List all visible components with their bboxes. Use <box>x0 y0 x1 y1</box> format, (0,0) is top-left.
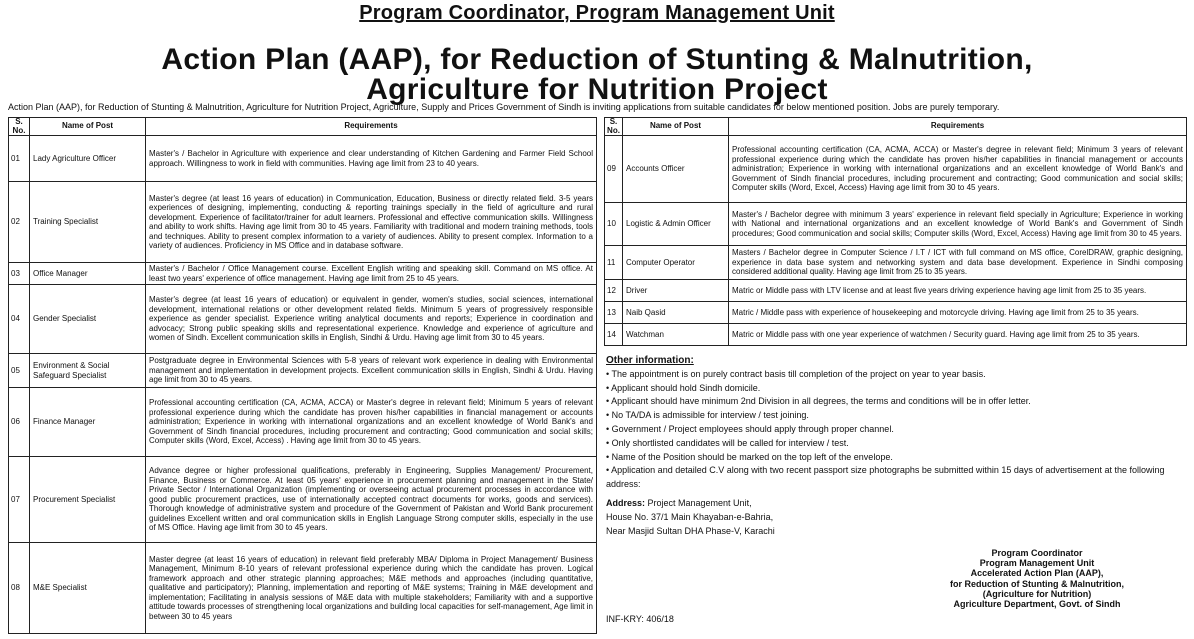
post-name: Logistic & Admin Officer <box>623 203 729 246</box>
post-name: Training Specialist <box>30 182 146 263</box>
signature-line3: Accelerated Action Plan (AAP), <box>970 568 1104 579</box>
table-row <box>605 302 1187 324</box>
row-number: 09 <box>605 136 623 203</box>
post-name: Environment & Social Safeguard Specialist <box>30 354 146 388</box>
table-row <box>605 324 1187 346</box>
table-row <box>9 182 597 263</box>
mailing-address <box>606 496 775 538</box>
post-requirements: Master degree (at least 16 years of education) in relevant field preferably MBA/ Diploma in Project Management/ Business Management, Minimum 8-10 years of relevant professional experience during which the candidate has proven. Logical framework approach and other strategic planning approaches; M&E methods and approaches (including quantitative, qualitative and participatory); Planning, implementation and reporting of M&E systems; Training in M&E development and implementation; Facilitating in analysis sessions of M&E data with multiple stakeholders; Familiarity with and a supportive attitude towards processes of strengthening local organizations and building local capacities for self-management, Age limit in between 30 to 45 years <box>146 543 597 634</box>
post-name: Gender Specialist <box>30 285 146 354</box>
table-row <box>605 246 1187 280</box>
row-number: 11 <box>605 246 623 280</box>
row-number: 12 <box>605 280 623 302</box>
row-number: 02 <box>9 182 30 263</box>
col-name-header: Name of Post <box>30 118 146 136</box>
header-title-line1: Action Plan (AAP), for Reduction of Stunting & Malnutrition, <box>161 43 1033 76</box>
address-line3: Near Masjid Sultan DHA Phase-V, Karachi <box>606 526 775 536</box>
row-number: 04 <box>9 285 30 354</box>
table-row <box>9 388 597 457</box>
post-requirements: Advance degree or higher professional qualifications, preferably in Engineering, Supplies Management/ Procurement, Finance, Business or Commerce. At least 05 years' experience in procurement planning and management in the State/ Private Sector / International Organization (implementing or overseeing actual procurement processes in accordance with good public procurement practices, use of internationally accepted contract documents for works, goods and services). Thorough knowledge of administrative system and procedure of the Government of Pakistan and World Bank procurement guidelines Excellent written and oral communication skills in English Language Strong computer skills, especially in the use of MS Office. Having age limit from 30 to 45 years. <box>146 457 597 543</box>
post-name: Finance Manager <box>30 388 146 457</box>
post-requirements: Master's degree (at least 16 years of education) in Communication, Education, Business or directly related field. 3-5 years experiences of designing, implementing, conducting & reporting trainings specially in the field of agriculture and rural development. Experience of facilitator/trainer for adult learners. Professional and effective communication skills. Willingness and ability to work shifts. Having age limit from 30 to 45 years. Familiarity with traditional and modern training methods, tools and techniques. Ability to present complex information to a variety of audiences. Ability to present complex. Information to a variety of audiences. Proficiency in MS Office and in database software. <box>146 182 597 263</box>
signature-line1: Program Coordinator <box>991 548 1083 558</box>
table-header-row <box>605 118 1187 136</box>
col-sno-header <box>9 118 30 136</box>
post-name: M&E Specialist <box>30 543 146 634</box>
post-requirements: Master's / Bachelor degree with minimum 3 years' experience in relevant field specially in Agriculture; Experience in working with National and international organizations and an excellent knowledge of World Bank's and Government of Sindh procedures; Good communication and social skills; Computer skills (Word, Excel, Access) Having age limit from 30 to 45 years. <box>729 203 1187 246</box>
post-name: Lady Agriculture Officer <box>30 136 146 182</box>
posts-table-right <box>604 117 1187 346</box>
other-information-title: Other information: <box>606 355 694 366</box>
post-name: Watchman <box>623 324 729 346</box>
post-requirements: Matric or Middle pass with one year experience of watchmen / Security guard. Having age limit from 25 to 35 years. <box>729 324 1187 346</box>
post-name: Accounts Officer <box>623 136 729 203</box>
table-header-row <box>9 118 597 136</box>
row-number: 13 <box>605 302 623 324</box>
post-requirements: Professional accounting certification (CA, ACMA, ACCA) or Master's degree in relevant field; Minimum 5 years of relevant professional experience during which the candidate has proven his/her capabilities in financial management or accounts administration; Experience in working with international organizations and an excellent knowledge of World Bank's and Government of Sindh financial procedures, including procurement and contracting; Good communication and social skills; Computer skills (Word, Excel, Access) . Having age limit from 30 to 45 years. <box>146 388 597 457</box>
header-subtitle: Program Coordinator, Program Management Unit <box>359 2 835 24</box>
table-row <box>9 263 597 285</box>
row-number: 01 <box>9 136 30 182</box>
signature-block <box>905 548 1169 609</box>
table-row <box>605 280 1187 302</box>
address-line1: Project Management Unit, <box>645 498 752 508</box>
row-number: 08 <box>9 543 30 634</box>
signature-line6: Agriculture Department, Govt. of Sindh <box>953 599 1121 610</box>
signature-line4: for Reduction of Stunting & Malnutrition, <box>950 578 1124 589</box>
row-number: 06 <box>9 388 30 457</box>
other-information <box>606 354 1186 492</box>
signature-line2: Program Management Unit <box>979 558 1095 569</box>
row-number: 05 <box>9 354 30 388</box>
info-item: • Only shortlisted candidates will be called for interview / test. <box>606 437 849 448</box>
info-item: • No TA/DA is admissible for interview / test joining. <box>606 410 809 421</box>
row-number: 10 <box>605 203 623 246</box>
info-item: • The appointment is on purely contract basis till completion of the project on year to year basis. <box>606 368 986 379</box>
table-row <box>9 285 597 354</box>
post-name: Procurement Specialist <box>30 457 146 543</box>
info-item: • Application and detailed C.V along with two recent passport size photographs be submitted within 15 days of advertisement at the following address: <box>606 465 1165 490</box>
info-item: • Government / Project employees should apply through proper channel. <box>606 423 894 434</box>
col-sno-header <box>605 118 623 136</box>
col-name-header: Name of Post <box>623 118 729 136</box>
col-sno-label: S. <box>609 117 618 126</box>
row-number: 03 <box>9 263 30 285</box>
col-no-label: No. <box>607 125 620 135</box>
post-requirements: Professional accounting certification (CA, ACMA, ACCA) or Master's degree in relevant field; Minimum 3 years of relevant professional experience during which the candidate has proven his/her capabilities in financial management or accounts administration; Experience in working with international organizations and an excellent knowledge of World Bank's and Government of Sindh financial procedures, including procurement and contracting; Good communication and social skills; Computer skills (Word, Excel, Access) Having age limit from 30 to 45 years. <box>729 136 1187 203</box>
address-label: Address: <box>606 498 646 508</box>
row-number: 14 <box>605 324 623 346</box>
col-req-header: Requirements <box>729 118 1187 136</box>
table-row <box>605 136 1187 203</box>
reference-number: INF-KRY: 406/18 <box>606 614 674 624</box>
table-row <box>9 457 597 543</box>
post-name: Office Manager <box>30 263 146 285</box>
post-requirements: Matric / Middle pass with experience of housekeeping and motorcycle driving. Having age limit from 25 to 35 years. <box>729 302 1187 324</box>
intro-text: Action Plan (AAP), for Reduction of Stunting & Malnutrition, Agriculture for Nutrition Project, Agriculture, Supply and Prices Government of Sindh is inviting applications from suitable candidates for below mentioned position. Jobs are purely temporary. <box>8 102 1000 112</box>
table-row <box>605 203 1187 246</box>
table-row <box>9 354 597 388</box>
posts-table-left <box>8 117 597 634</box>
col-sno-label: S. <box>15 117 23 126</box>
info-item: • Applicant should have minimum 2nd Division in all degrees, the terms and conditions will be in offer letter. <box>606 396 1031 407</box>
address-line2: House No. 37/1 Main Khayaban-e-Bahria, <box>606 512 774 522</box>
table-row <box>9 543 597 634</box>
post-requirements: Master's / Bachelor in Agriculture with experience and clear understanding of Kitchen Gardening and Farmer Field School approach. Willingness to work in field with communities. Having age limit from 23 to 40 years. <box>146 136 597 182</box>
signature-line5: (Agriculture for Nutrition) <box>982 588 1092 599</box>
post-name: Naib Qasid <box>623 302 729 324</box>
post-requirements: Master's / Bachelor / Office Management course. Excellent English writing and speaking skill. Command on MS office. At least two years' experience of office management. Having age limit from 25 to 45 years. <box>146 263 597 285</box>
post-requirements: Postgraduate degree in Environmental Sciences with 5-8 years of relevant work experience in dealing with Environmental management and implementation in development projects. Excellent communication skills in English, Sindhi & Urdu. Having age limit from 30 to 45 years. <box>146 354 597 388</box>
header-title-line2: Agriculture for Nutrition Project <box>366 73 828 106</box>
table-row <box>9 136 597 182</box>
col-req-header: Requirements <box>146 118 597 136</box>
row-number: 07 <box>9 457 30 543</box>
post-requirements: Master's degree (at least 16 years of education) or equivalent in gender, women's studies, social sciences, international development, international relations or other development related fields. Minimum 5 years of progressively responsible experience as gender specialist. Experience writing analytical documents and reports; Experience in coordination and advocacy; Strong public speaking skills and representational experience. Knowledge and experience of agriculture and women of Sindh. Excellent communication skills in English, Sindhi & Urdu. Having age limit from 30 to 45 years. <box>146 285 597 354</box>
post-name: Driver <box>623 280 729 302</box>
post-requirements: Matric or Middle pass with LTV license and at least five years driving experience having age limit from 25 to 35 years. <box>729 280 1187 302</box>
info-item: • Name of the Position should be marked on the top left of the envelope. <box>606 451 893 462</box>
post-requirements: Masters / Bachelor degree in Computer Science / I.T / ICT with full command on MS office, CorelDRAW, graphic designing, experience in data base system and networking system and data base development. Experience in Sindhi composing considered additional quality. Having age limit from 25 to 35 years. <box>729 246 1187 280</box>
info-item: • Applicant should hold Sindh domicile. <box>606 382 761 393</box>
post-name: Computer Operator <box>623 246 729 280</box>
col-no-label: No. <box>12 125 26 135</box>
